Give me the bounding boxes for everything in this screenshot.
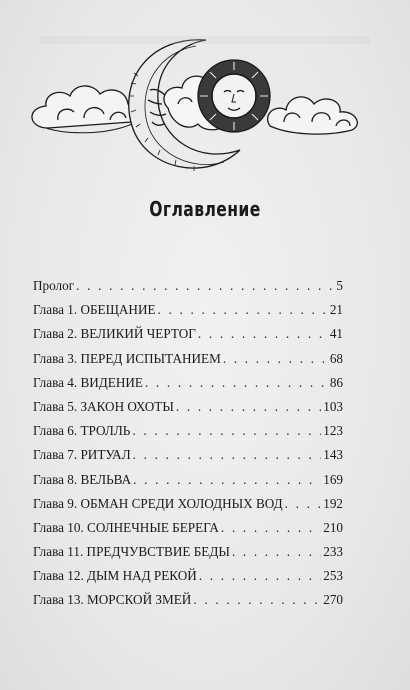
page-number: 68 bbox=[329, 350, 343, 366]
page-number: 270 bbox=[323, 592, 343, 608]
chapter-title: Глава 3. ПЕРЕД ИСПЫТАНИЕМ bbox=[33, 350, 221, 366]
chapter-title: Глава 7. РИТУАЛ bbox=[33, 447, 131, 463]
toc-entry bbox=[33, 375, 343, 399]
dot-leader bbox=[285, 496, 322, 512]
page-number: 143 bbox=[323, 447, 343, 463]
page-number: 253 bbox=[323, 568, 343, 584]
dot-leader bbox=[133, 447, 322, 463]
page-number: 192 bbox=[323, 495, 343, 511]
page-number: 103 bbox=[323, 398, 343, 414]
toc-entry bbox=[33, 496, 343, 520]
toc-entry bbox=[33, 447, 343, 471]
cloud-right-icon bbox=[268, 97, 358, 134]
dot-leader bbox=[133, 472, 321, 488]
page-number: 210 bbox=[323, 519, 343, 535]
toc-entry bbox=[33, 351, 343, 375]
chapter-title: Глава 8. ВЕЛЬВА bbox=[33, 471, 132, 487]
toc-entry bbox=[33, 568, 343, 592]
chapter-title: Глава 13. МОРСКОЙ ЗМЕЙ bbox=[33, 592, 192, 608]
cloud-left-icon bbox=[32, 86, 136, 133]
toc-entry bbox=[33, 423, 343, 447]
dot-leader bbox=[145, 375, 328, 391]
dot-leader bbox=[199, 568, 321, 584]
toc-entry bbox=[33, 472, 343, 496]
sun-face-icon bbox=[198, 60, 270, 132]
page-number: 86 bbox=[329, 374, 343, 390]
chapter-title: Глава 11. ПРЕДЧУВСТВИЕ БЕДЫ bbox=[33, 544, 230, 560]
toc-entry bbox=[33, 326, 343, 350]
toc-entry bbox=[33, 399, 343, 423]
chapter-title: Глава 5. ЗАКОН ОХОТЫ bbox=[33, 398, 174, 414]
page-number: 21 bbox=[329, 302, 343, 318]
chapter-title: Глава 4. ВИДЕНИЕ bbox=[33, 374, 143, 390]
chapter-title: Пролог bbox=[33, 278, 75, 293]
dot-leader bbox=[221, 520, 321, 536]
page-number: 41 bbox=[329, 326, 343, 342]
dot-leader bbox=[132, 423, 321, 439]
table-of-contents bbox=[33, 278, 343, 617]
page-number: 5 bbox=[336, 278, 343, 293]
page-number: 123 bbox=[323, 423, 343, 439]
dot-leader bbox=[76, 278, 334, 294]
chapter-title: Глава 10. СОЛНЕЧНЫЕ БЕРЕГА bbox=[33, 519, 219, 535]
chapter-title: Глава 6. ТРОЛЛЬ bbox=[33, 423, 131, 439]
toc-entry bbox=[33, 302, 343, 326]
page-number: 169 bbox=[323, 471, 343, 487]
chapter-title: Глава 9. ОБМАН СРЕДИ ХОЛОДНЫХ ВОД bbox=[33, 495, 283, 511]
chapter-title: Глава 1. ОБЕЩАНИЕ bbox=[33, 302, 156, 318]
chapter-title: Глава 2. ВЕЛИКИЙ ЧЕРТОГ bbox=[33, 326, 196, 342]
toc-entry bbox=[33, 544, 343, 568]
dot-leader bbox=[176, 399, 321, 415]
dot-leader bbox=[223, 351, 328, 367]
moon-sun-illustration bbox=[0, 0, 410, 185]
page-title: Оглавление bbox=[149, 197, 261, 221]
dot-leader bbox=[158, 302, 328, 318]
dot-leader bbox=[198, 326, 328, 342]
chapter-title: Глава 12. ДЫМ НАД РЕКОЙ bbox=[33, 568, 197, 584]
toc-entry bbox=[33, 520, 343, 544]
dot-leader bbox=[232, 544, 321, 560]
dot-leader bbox=[193, 592, 321, 608]
toc-entry bbox=[33, 592, 343, 616]
page-number: 233 bbox=[323, 544, 343, 560]
toc-entry bbox=[33, 278, 343, 302]
